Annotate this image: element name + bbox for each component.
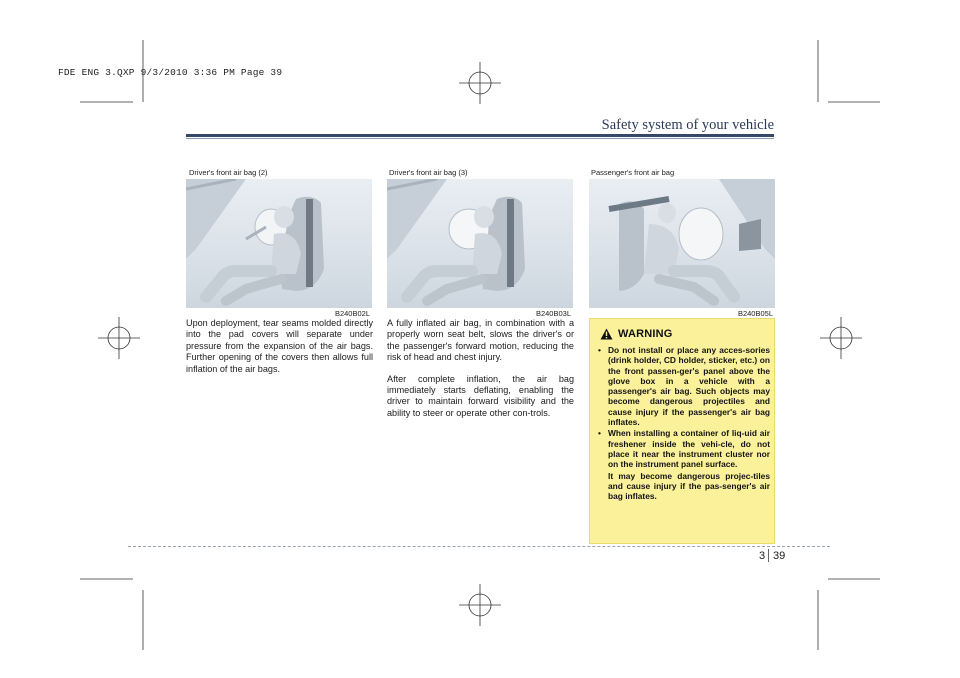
figure-driver-airbag-3 [387, 179, 573, 308]
registration-target-bottom [459, 584, 501, 626]
page-number-separator [768, 549, 769, 562]
paragraph-inflated-airbag: A fully inflated air bag, in combination with a properly worn seat belt, slows the driver's or the passenger's forward motion, reducing the risk of head and chest injury. [387, 318, 574, 363]
middle-column-text [387, 318, 574, 429]
warning-list [598, 345, 770, 502]
warning-item-air-freshener: • When installing a container of liq-uid air freshener inside the vehi-cle, do not place it near the instrument cluster nor on the instrument panel surface. It may become dangerous projec-tiles and cause injury if the pas-senger's air bag inflates. [598, 428, 770, 501]
airbag-illustration-3 [589, 179, 775, 308]
paragraph-deflation: After complete inflation, the air bag immediately starts deflating, enabling the driver to maintain forward visibility and the ability to steer or operate other con-trols. [387, 373, 574, 418]
figure-code-1: B240B02L [334, 309, 370, 318]
header-rule [186, 134, 774, 137]
header-rule-thin [186, 138, 774, 139]
print-slug: FDE ENG 3.QXP 9/3/2010 3:36 PM Page 39 [58, 67, 283, 78]
warning-title: WARNING [618, 328, 673, 340]
airbag-illustration-2 [387, 179, 573, 308]
section-title: Safety system of your vehicle [601, 117, 774, 133]
left-column-text [186, 318, 373, 385]
warning-header [600, 328, 673, 340]
page-number: 39 [773, 550, 786, 562]
figure-caption-3: Passenger's front air bag [591, 168, 675, 177]
figure-driver-airbag-2 [186, 179, 372, 308]
figure-code-3: B240B05L [737, 309, 773, 318]
figure-passenger-airbag [589, 179, 775, 308]
warning-triangle-icon [600, 328, 613, 340]
paragraph-tear-seams: Upon deployment, tear seams molded directly into the pad covers will separate under pressure from the expansion of the air bags. Further opening of the covers then allows full inflation of the air bags. [186, 318, 373, 374]
registration-target-top [459, 62, 501, 104]
registration-target-left [98, 317, 140, 359]
footer-rule [128, 546, 830, 547]
figure-caption-1: Driver's front air bag (2) [189, 168, 268, 177]
figure-caption-2: Driver's front air bag (3) [389, 168, 468, 177]
warning-item-air-freshener-continued: It may become dangerous projec-tiles and cause injury if the pas-senger's air bag inflates. [608, 470, 770, 502]
chapter-number: 3 [759, 550, 766, 562]
registration-target-right [820, 317, 862, 359]
airbag-illustration-1 [186, 179, 372, 308]
warning-box [589, 318, 775, 544]
warning-item-accessories: • Do not install or place any acces-sories (drink holder, CD holder, sticker, etc.) on the front passen-ger's panel above the glove box in a vehicle with a passenger's air bag. Such objects may become dangerous projectiles and cause injury if the passenger's air bag inflates. [598, 345, 770, 427]
figure-code-2: B240B03L [535, 309, 571, 318]
